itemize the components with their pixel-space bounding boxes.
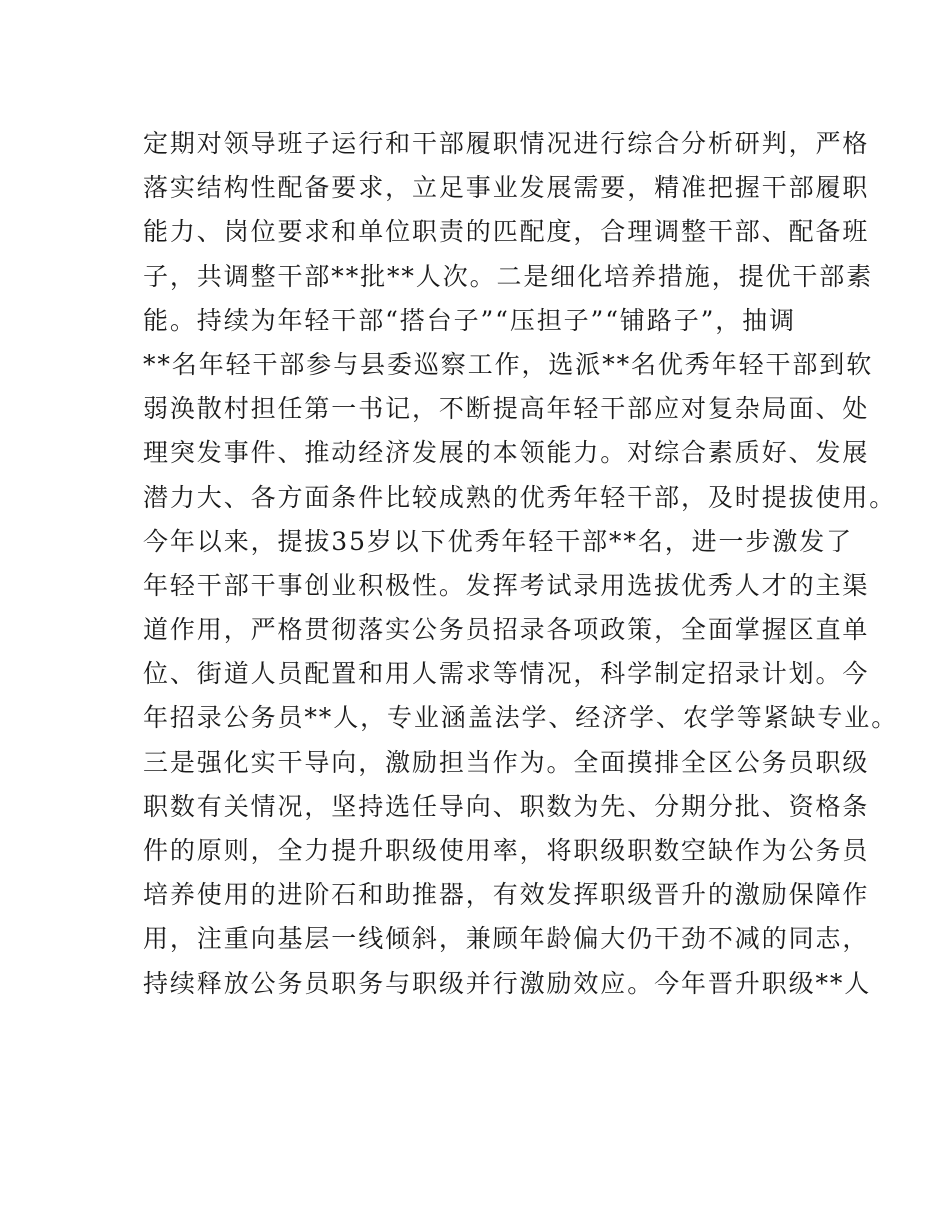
text-line: 持续释放公务员职务与职级并行激励效应。今年晋升职级**人	[143, 968, 872, 998]
text-line: 位、街道人员配置和用人需求等情况，科学制定招录计划。今	[143, 659, 870, 689]
text-line: 年轻干部干事创业积极性。发挥考试录用选拔优秀人才的主渠	[143, 570, 870, 600]
text-line: 职数有关情况，坚持选任导向、职数为先、分期分批、资格条	[143, 791, 870, 821]
text-line: **名年轻干部参与县委巡察工作，选派**名优秀年轻干部到软	[143, 349, 874, 379]
text-line: 道作用，严格贯彻落实公务员招录各项政策，全面掌握区直单	[143, 615, 870, 645]
text-line: 理突发事件、推动经济发展的本领能力。对综合素质好、发展	[143, 438, 870, 468]
text-line: 落实结构性配备要求，立足事业发展需要，精准把握干部履职	[143, 173, 870, 203]
text-line: 三是强化实干导向，激励担当作为。全面摸排全区公务员职级	[143, 747, 870, 777]
text-line: 年招录公务员**人，专业涵盖法学、经济学、农学等紧缺专业。	[143, 703, 899, 733]
text-line: 子，共调整干部**批**人次。二是细化培养措施，提优干部素	[143, 261, 874, 291]
body-paragraph	[143, 122, 899, 1006]
text-line: 能。持续为年轻干部“搭台子”“压担子”“铺路子”，抽调	[143, 305, 796, 335]
text-line: 弱涣散村担任第一书记，不断提高年轻干部应对复杂局面、处	[143, 394, 870, 424]
text-line: 用，注重向基层一线倾斜，兼顾年龄偏大仍干劲不减的同志，	[143, 924, 870, 954]
text-line: 定期对领导班子运行和干部履职情况进行综合分析研判，严格	[143, 129, 870, 158]
text-line: 件的原则，全力提升职级使用率，将职级职数空缺作为公务员	[143, 836, 870, 865]
text-line: 能力、岗位要求和单位职责的匹配度，合理调整干部、配备班	[143, 217, 870, 247]
text-line: 今年以来，提拔35岁以下优秀年轻干部**名，进一步激发了	[143, 526, 854, 556]
text-line: 潜力大、各方面条件比较成熟的优秀年轻干部，及时提拔使用。	[143, 482, 897, 512]
text-line: 培养使用的进阶石和助推器，有效发挥职级晋升的激励保障作	[143, 880, 870, 910]
